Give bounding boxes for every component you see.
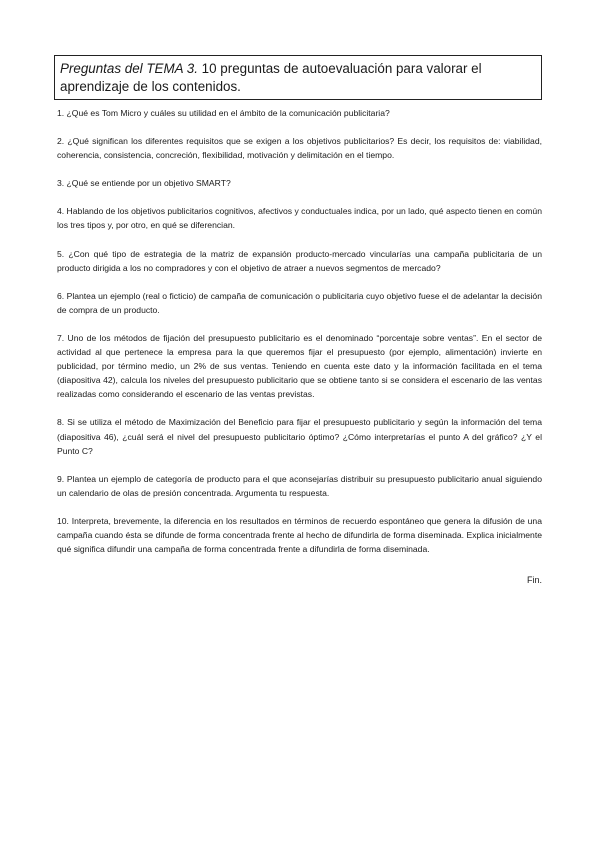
question-7: 7. Uno de los métodos de fijación del presupuesto publicitario es el denominado “porcentaje sobre ventas”. En el sector de actividad al que pertenece la empresa para la que queremos fijar el presupuesto (por ejemplo, alimentación) invierte en publicidad, por término medio, un 2% de sus ventas. Teniendo en cuenta este dato y la información facilitada en el tema (diapositiva 42), calcula los niveles del presupuesto publicitario que se obtiene tanto si se considera el escenario de las ventas realizadas como considerando el escenario de las ventas previstas. (57, 332, 542, 400)
question-9: 9. Plantea un ejemplo de categoría de producto para el que aconsejarías distribuir su presupuesto publicitario anual siguiendo un calendario de olas de presión concentrada. Argumenta tu respuesta. (57, 473, 542, 498)
question-10: 10. Interpreta, brevemente, la diferencia en los resultados en términos de recuerdo espontáneo que genera la difusión de una campaña cuando ésta se difunde de forma concentrada frente al hecho de difundirla de forma diseminada. Explica inicialmente qué significa difundir una campaña de forma concentrada frente a difundirla de forma diseminada. (57, 515, 542, 555)
question-8: 8. Si se utiliza el método de Maximización del Beneficio para fijar el presupuesto publicitario y según la información del tema (diapositiva 46), ¿cuál será el nivel del presupuesto publicitario óptimo? ¿Cómo interpretarías el punto A del gráfico? ¿Y el Punto C? (57, 417, 542, 456)
question-list (57, 106, 542, 556)
question-5: 5. ¿Con qué tipo de estrategia de la matriz de expansión producto-mercado vincularías una campaña publicitaria de un producto dirigida a los no compradores y con el objetivo de atraer a nuevos segmentos de mercado? (57, 248, 542, 273)
question-4: 4. Hablando de los objetivos publicitarios cognitivos, afectivos y conductuales indica, por un lado, qué aspecto tienen en común los tres tipos y, por otro, en qué se diferencian. (57, 206, 542, 231)
page-title (54, 55, 542, 100)
question-6: 6. Plantea un ejemplo (real o ficticio) de campaña de comunicación o publicitaria cuyo objetivo fuese el de adelantar la decisión de compra de un producto. (57, 290, 542, 315)
end-marker: Fin. (526, 575, 542, 585)
question-1: 1. ¿Qué es Tom Micro y cuáles su utilidad en el ámbito de la comunicación publicitaria? (57, 108, 390, 118)
question-2: 2. ¿Qué significan los diferentes requisitos que se exigen a los objetivos publicitarios? Es decir, los requisitos de: viabilidad, coherencia, consistencia, concreción, flexibilidad, motivación y delimitación en el tiempo. (57, 136, 542, 161)
title-description: 10 preguntas de autoevaluación para valorar el aprendizaje de los contenidos. (60, 61, 482, 94)
title-topic: Preguntas del TEMA 3. (60, 61, 198, 76)
question-3: 3. ¿Qué se entiende por un objetivo SMART? (57, 178, 231, 189)
